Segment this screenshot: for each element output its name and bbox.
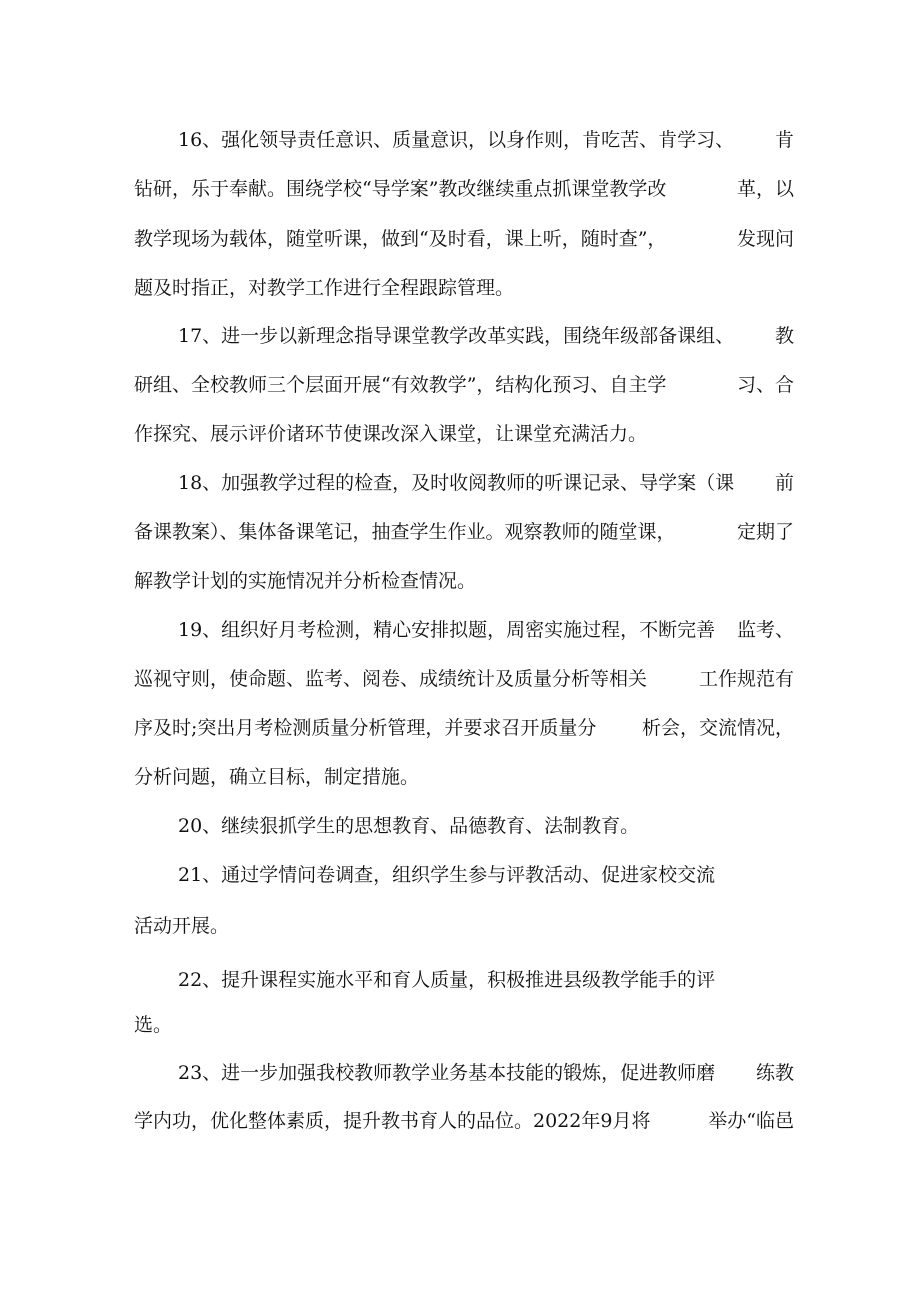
text-segment: 析会，交流情况， — [641, 717, 794, 739]
text-segment: 举办“临邑 — [708, 1110, 794, 1132]
text-segment: 练教 — [755, 1062, 794, 1084]
paragraph-16-line-1 — [178, 127, 794, 153]
text-segment: 作探究、展示评价诸环节使课改深入课堂，让课堂充满活力。 — [134, 423, 648, 445]
text-segment: 发现问 — [736, 228, 794, 250]
text-segment: 肯 — [774, 129, 794, 151]
paragraph-23-line-2 — [134, 1108, 794, 1134]
text-segment: 定期了 — [736, 521, 794, 543]
text-segment: 选。 — [134, 1014, 173, 1036]
text-segment: 21、通过学情问卷调查，组织学生参与评教活动、促进家校交流 — [178, 864, 716, 886]
text-segment: 学内功，优化整体素质，提升教书育人的品位。2022年9月将 — [134, 1110, 651, 1132]
text-segment: 工作规范有 — [698, 668, 794, 690]
text-segment: 16、强化领导责任意识、质量意识，以身作则，肯吃苦、肯学习、 — [178, 129, 735, 151]
paragraph-17-line-3 — [134, 421, 794, 447]
paragraph-16-line-3 — [134, 226, 794, 252]
text-segment: 钻研，乐于奉献。围绕学校“导学案”教改继续重点抓课堂教学改 — [134, 178, 667, 200]
text-segment: 研组、全校教师三个层面开展“有效教学”，结构化预习、自主学 — [134, 374, 667, 396]
text-segment: 备课教案）、集体备课笔记，抽查学生作业。观察教师的随堂课， — [134, 521, 676, 543]
text-segment: 23、进一步加强我校教师教学业务基本技能的锻炼，促进教师磨 — [178, 1062, 716, 1084]
text-segment: 解教学计划的实施情况并分析检查情况。 — [134, 570, 477, 592]
text-segment: 活动开展。 — [134, 915, 230, 937]
paragraph-23-line-1 — [178, 1060, 794, 1086]
text-segment: 革，以 — [736, 178, 794, 200]
paragraph-19-line-1 — [178, 617, 794, 643]
paragraph-19-line-3 — [134, 715, 794, 741]
paragraph-19-line-4 — [134, 764, 794, 790]
paragraph-17-line-1 — [178, 323, 794, 349]
text-segment: 分析问题，确立目标，制定措施。 — [134, 766, 420, 788]
paragraph-22-line-2 — [134, 1012, 794, 1038]
paragraph-16-line-2 — [134, 176, 794, 202]
text-segment: 19、组织好月考检测，精心安排拟题，周密实施过程，不断完善 — [178, 619, 716, 641]
text-segment: 20、继续狠抓学生的思想教育、品德教育、法制教育。 — [178, 815, 640, 837]
text-segment: 前 — [774, 472, 794, 494]
paragraph-17-line-2 — [134, 372, 794, 398]
paragraph-16-line-4 — [134, 275, 794, 301]
text-segment: 17、进一步以新理念指导课堂教学改革实践，围绕年级部备课组、 — [178, 325, 735, 347]
text-segment: 教学现场为载体，随堂听课，做到“及时看，课上听，随时查”， — [134, 228, 667, 250]
paragraph-20-line-1 — [178, 813, 794, 839]
text-segment: 题及时指正，对教学工作进行全程跟踪管理。 — [134, 277, 515, 299]
paragraph-21-line-2 — [134, 913, 794, 939]
text-segment: 教 — [774, 325, 794, 347]
paragraph-21-line-1 — [178, 862, 794, 888]
text-segment: 序及时;突出月考检测质量分析管理，并要求召开质量分 — [134, 717, 597, 739]
paragraph-18-line-3 — [134, 568, 794, 594]
text-segment: 监考、 — [736, 619, 794, 641]
text-segment: 22、提升课程实施水平和育人质量，积极推进县级教学能手的评 — [178, 969, 716, 991]
paragraph-18-line-1 — [178, 470, 794, 496]
text-segment: 巡视守则，使命题、监考、阅卷、成绩统计及质量分析等相关 — [134, 668, 648, 690]
paragraph-18-line-2 — [134, 519, 794, 545]
paragraph-22-line-1 — [178, 967, 794, 993]
paragraph-19-line-2 — [134, 666, 794, 692]
text-segment: 习、合 — [736, 374, 794, 396]
text-segment: 18、加强教学过程的检查，及时收阅教师的听课记录、导学案（课 — [178, 472, 735, 494]
